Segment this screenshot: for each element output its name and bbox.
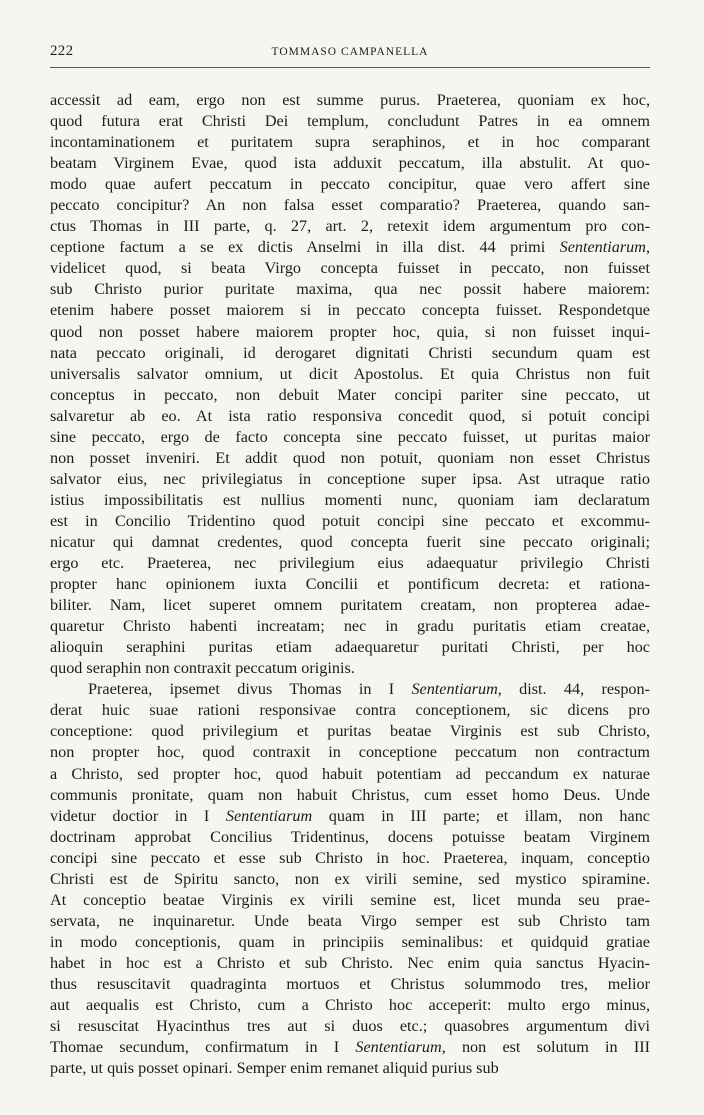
text-line: modo quae aufert peccatum in peccato concipitur, quae vero affert sine bbox=[50, 175, 650, 194]
text-line: salvaretur ab eo. At ista ratio responsiva concedit quod, si potuit concipi bbox=[50, 406, 650, 425]
text-line: accessit ad eam, ergo non est summe purus. Praeterea, quoniam ex hoc, bbox=[50, 91, 650, 109]
text-line: in modo conceptionis, quam in principiis seminalibus: et quidquid gratiae bbox=[50, 932, 650, 951]
running-head: TOMMASO CAMPANELLA bbox=[271, 46, 429, 58]
text-line: concipi sine peccato et esse sub Christo in hoc. Praeterea, inquam, conceptio bbox=[50, 848, 650, 867]
book-title: Sententiarum bbox=[411, 680, 498, 699]
text-line: habet in hoc est a Christo et sub Christo. Nec enim quia sanctus Hyacin- bbox=[50, 953, 650, 972]
text-line: est in Concilio Tridentino quod potuit concipi sine peccato et excommu- bbox=[50, 511, 650, 530]
text-line: si resuscitat Hyacinthus tres aut si duos etc.; quasobres argumentum divi bbox=[50, 1017, 650, 1036]
text-line: propter hanc opinionem iuxta Concilii et pontificum decreta: et rationa- bbox=[50, 575, 650, 594]
text-line: nicatur qui damnat credentes, quod concepta fuerit sine peccato originali; bbox=[50, 532, 650, 551]
text-line: parte, ut quis posset opinari. Semper enim remanet aliquid purius sub bbox=[50, 1059, 499, 1078]
body-text bbox=[50, 90, 650, 1079]
text-line: sine peccato, ergo de facto concepta sine peccato fuisset, ut puritas maior bbox=[50, 427, 650, 446]
text-line: etenim habere posset maiorem si in peccato concepta fuisset. Respondetque bbox=[50, 301, 650, 320]
text-line: quod non posset habere maiorem propter hoc, quia, si non fuisset inqui- bbox=[50, 322, 650, 341]
text-line: thus resuscitavit quadraginta mortuos et Christus solummodo tres, melior bbox=[50, 974, 650, 993]
text-line: Praeterea, ipsemet divus Thomas in I Sententiarum, dist. 44, respon- bbox=[88, 680, 650, 699]
text-line: videlicet quod, si beata Virgo concepta fuisset in peccato, non fuisset bbox=[50, 259, 650, 278]
text-line: incontaminationem et puritatem supra seraphinos, et in hoc comparant bbox=[50, 133, 650, 152]
text-line: ceptione factum a se ex dictis Anselmi in illa dist. 44 primi Sententiarum, bbox=[50, 238, 650, 257]
text-line: aut aequalis est Christo, cum a Christo hoc acceperit: multo ergo minus, bbox=[50, 996, 650, 1015]
text-line: servata, ne inquinaretur. Unde beata Virgo semper est sub Christo tam bbox=[50, 911, 650, 930]
page-number: 222 bbox=[50, 43, 74, 59]
book-title: Sententiarum bbox=[225, 806, 313, 825]
text-line: conceptione: quod privilegium et puritas beatae Virginis est sub Christo, bbox=[50, 722, 650, 741]
text-line: beatam Virginem Evae, quod ista adduxit peccatum, illa abstulit. At quo- bbox=[50, 154, 650, 173]
text-line: doctrinam approbat Concilius Tridentinus, docens potuisse beatam Virginem bbox=[50, 827, 650, 846]
text-line: a Christo, sed propter hoc, quod habuit potentiam ad peccandum ex naturae bbox=[50, 764, 650, 783]
book-title: Sententiarum bbox=[559, 238, 646, 257]
text-line: sub Christo purior puritate maxima, qua nec possit habere maiorem: bbox=[50, 280, 650, 299]
header-rule bbox=[50, 67, 650, 68]
text-line: videtur doctior in I Sententiarum quam in III parte; et illam, non hanc bbox=[50, 806, 650, 825]
text-line: Christi est de Spiritu sancto, non ex virili semine, sed mystico spiramine. bbox=[50, 869, 650, 888]
page-header bbox=[50, 40, 650, 66]
text-line: alioquin seraphini puritas etiam adaequaretur puritati Christi, per hoc bbox=[50, 638, 650, 657]
text-line: ergo etc. Praeterea, nec privilegium eius adaequatur privilegio Christi bbox=[50, 554, 650, 573]
text-line: quod futura erat Christi Dei templum, concludunt Patres in ea omnem bbox=[50, 112, 650, 131]
text-line: salvator eius, nec privilegiatus in conceptione super ipsa. Ast utraque ratio bbox=[50, 469, 650, 488]
text-line: communis pronitate, quam non habuit Christus, cum esset homo Deus. Unde bbox=[50, 785, 650, 804]
paragraph bbox=[50, 679, 650, 1079]
text-line: non propter hoc, quod contraxit in conceptione peccatum non contractum bbox=[50, 743, 650, 762]
text-line: quaretur Christo habenti increatam; nec in gradu puritatis etiam creatae, bbox=[50, 617, 650, 636]
text-line: nata peccato originali, id derogaret dignitati Christi secundum quam est bbox=[50, 343, 650, 362]
text-line: conceptus in peccato, non debuit Mater concipi pariter sine peccato, ut bbox=[50, 385, 650, 404]
book-title: Sententiarum bbox=[355, 1038, 442, 1057]
text-line: peccato concipitur? An non falsa esset comparatio? Praeterea, quando san- bbox=[50, 196, 650, 215]
text-line: ctus Thomas in III parte, q. 27, art. 2, retexit idem argumentum pro con- bbox=[50, 217, 650, 236]
paragraph bbox=[50, 90, 650, 679]
text-line: non posset inveniri. Et addit quod non potuit, quoniam non esset Christus bbox=[50, 448, 650, 467]
text-line: universalis salvator omnium, ut dicit Apostolus. Et quia Christus non fuit bbox=[50, 364, 650, 383]
text-line: Thomae secundum, confirmatum in I Sententiarum, non est solutum in III bbox=[50, 1038, 650, 1057]
text-line: derat huic suae rationi responsivae contra conceptionem, sic dicens pro bbox=[50, 701, 650, 720]
text-line: istius impossibilitatis est nullius momenti nunc, quoniam iam declaratum bbox=[50, 490, 650, 509]
text-line: At conceptio beatae Virginis ex virili semine est, licet munda seu prae- bbox=[50, 890, 650, 909]
text-line: quod seraphin non contraxit peccatum originis. bbox=[50, 659, 355, 678]
text-line: biliter. Nam, licet superet omnem puritatem creatam, non propterea adae- bbox=[50, 596, 650, 615]
